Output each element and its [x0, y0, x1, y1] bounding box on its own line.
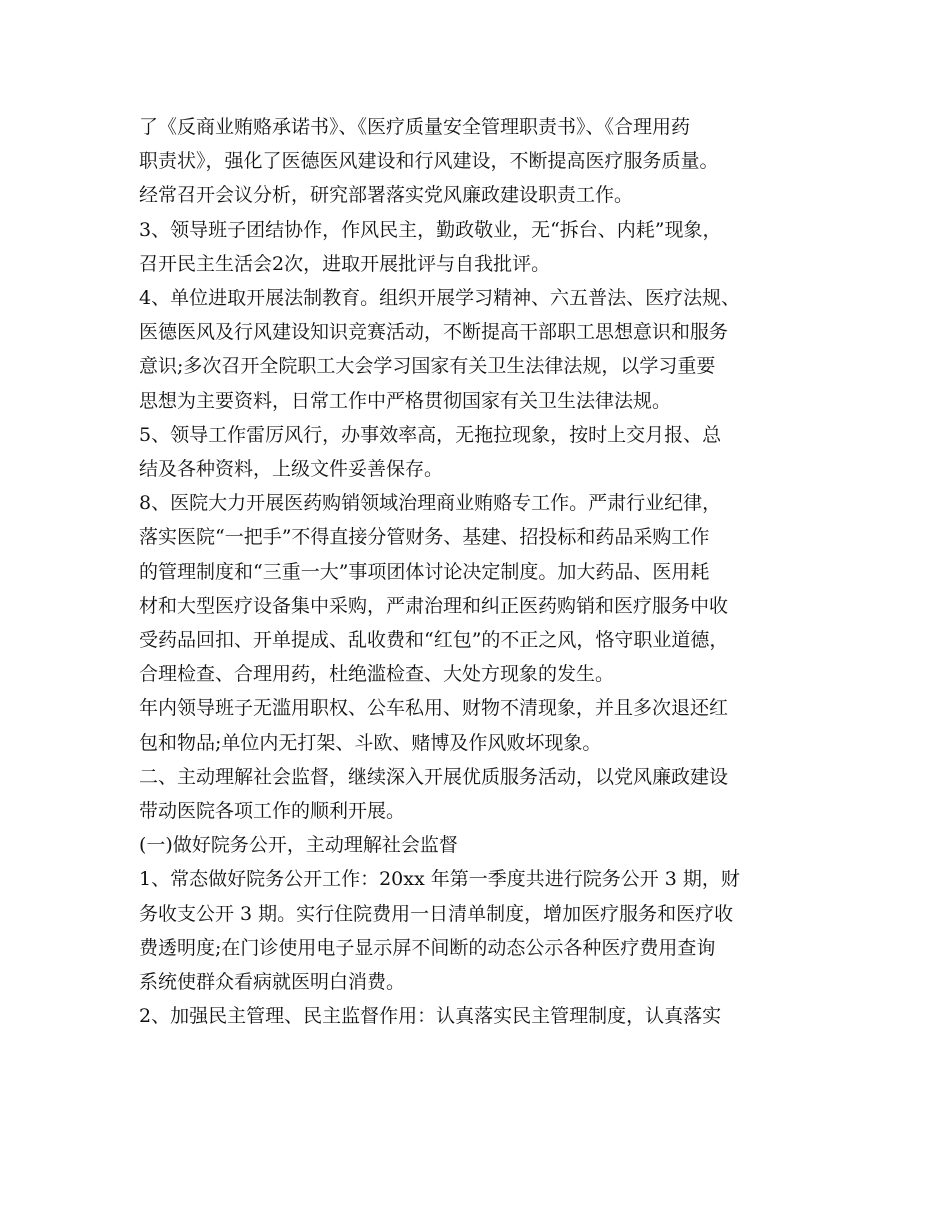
text-line: 4、单位进取开展法制教育。组织开展学习精神、六五普法、医疗法规、 [139, 287, 741, 310]
text-line: 思想为主要资料，日常工作中严格贯彻国家有关卫生法律法规。 [139, 389, 672, 412]
text-line: 职责状》，强化了医德医风建设和行风建设，不断提高医疗服务质量。 [139, 150, 719, 173]
text-line: 系统使群众看病就医明白消费。 [139, 971, 406, 994]
text-line: 5、领导工作雷厉风行，办事效率高，无拖拉现象，按时上交月报、总 [139, 423, 722, 446]
text-line: 二、主动理解社会监督，继续深入开展优质服务活动，以党风廉政建设 [139, 765, 729, 788]
text-line: 结及各种资料，上级文件妥善保存。 [139, 458, 444, 481]
text-line: 带动医院各项工作的顺利开展。 [139, 800, 406, 823]
text-line: (一)做好院务公开，主动理解社会监督 [139, 834, 458, 857]
text-line: 了《反商业贿赂承诺书》、《医疗质量安全管理职责书》、《合理用药 [139, 116, 691, 138]
text-line: 务收支公开 3 期。实行住院费用一日清单制度，增加医疗服务和医疗收 [139, 902, 734, 925]
text-line: 医德医风及行风建设知识竞赛活动，不断提高干部职工思想意识和服务 [139, 321, 729, 344]
text-line: 费透明度;在门诊使用电子显示屏不间断的动态公示各种医疗费用查询 [139, 936, 716, 959]
text-line: 落实医院“一把手”不得直接分管财务、基建、招投标和药品采购工作 [139, 526, 710, 549]
document-body [139, 110, 839, 1033]
text-line: 的管理制度和“三重一大”事项团体讨论决定制度。加大药品、医用耗 [139, 560, 710, 583]
text-line: 材和大型医疗设备集中采购，严肃治理和纠正医药购销和医疗服务中收 [139, 594, 729, 617]
text-line: 1、常态做好院务公开工作：20xx 年第一季度共进行院务公开 3 期，财 [139, 868, 740, 891]
text-line: 受药品回扣、开单提成、乱收费和“红包”的不正之风，恪守职业道德， [139, 629, 729, 652]
text-line: 召开民主生活会2次，进取开展批评与自我批评。 [139, 252, 551, 275]
text-line: 包和物品;单位内无打架、斗欧、赌博及作风败坏现象。 [139, 731, 602, 754]
text-line: 经常召开会议分析，研究部署落实党风廉政建设职责工作。 [139, 184, 634, 207]
text-line: 意识;多次召开全院职工大会学习国家有关卫生法律法规，以学习重要 [139, 355, 716, 378]
text-line: 2、加强民主管理、民主监督作用：认真落实民主管理制度，认真落实 [139, 1005, 722, 1028]
text-line: 8、医院大力开展医药购销领域治理商业贿赂专工作。严肃行业纪律， [139, 492, 722, 515]
text-line: 合理检查、合理用药，杜绝滥检查、大处方现象的发生。 [139, 663, 615, 686]
text-line: 年内领导班子无滥用职权、公车私用、财物不清现象，并且多次退还红 [139, 697, 729, 720]
text-line: 3、领导班子团结协作，作风民主，勤政敬业，无“拆台、内耗”现象， [139, 218, 722, 241]
